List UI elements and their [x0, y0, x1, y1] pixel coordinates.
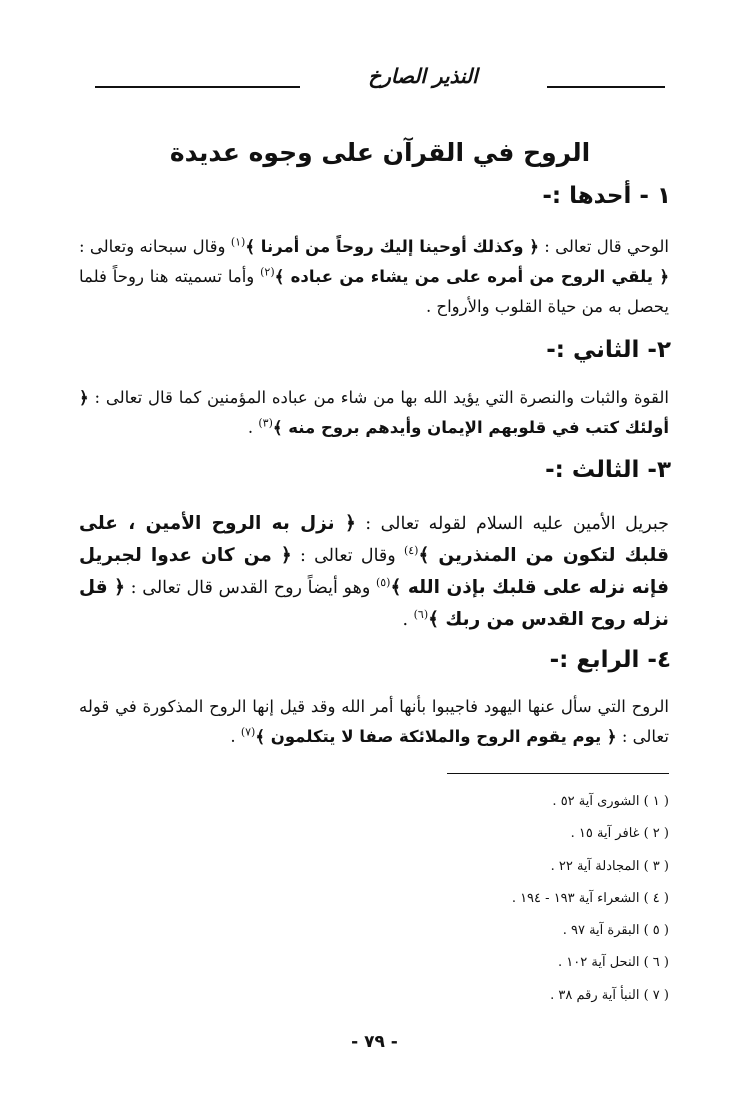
body-text: القوة والثبات والنصرة التي يؤيد الله بها من شاء من عباده المؤمنين كما قال تعالى :: [88, 388, 669, 407]
running-header-title: النذير الصارخ: [368, 64, 478, 88]
body-text: وقال سبحانه وتعالى :: [79, 237, 231, 256]
quran-verse: ﴿ من كان عدوا لجبريل فإنه نزله على قلبك بإذن الله ﴾: [79, 545, 669, 598]
body-text: .: [230, 727, 241, 746]
footnote-3: ( ٣ ) المجادلة آية ٢٢ .: [550, 858, 669, 874]
footnote-marker: (٣): [258, 416, 273, 430]
body-text: وأما تسميته هنا روحاً فلما يحصل به من حياة القلوب والأرواح .: [79, 267, 669, 316]
quran-verse: ﴿ يوم يقوم الروح والملائكة صفا لا يتكلمون ﴾: [255, 727, 617, 746]
running-header: [95, 58, 665, 98]
section-heading-1: ١ - أحدها :-: [542, 183, 671, 209]
body-text: جبريل الأمين عليه السلام لقوله تعالى :: [355, 514, 669, 534]
body-text: وقال تعالى :: [291, 546, 404, 566]
section-body-4: [79, 692, 669, 752]
body-text: .: [247, 418, 259, 437]
body-text: .: [402, 610, 414, 630]
quran-verse: ﴿ أولئك كتب في قلوبهم الإيمان وأيدهم بروح منه ﴾: [79, 388, 669, 437]
section-body-2: [79, 383, 669, 443]
footnote-6: ( ٦ ) النحل آية ١٠٢ .: [558, 955, 669, 971]
quran-verse: ﴿ وكذلك أوحينا إليك روحاً من أمرنا ﴾: [245, 237, 539, 256]
footnotes-list: [109, 786, 669, 1012]
footnote-marker: (٢): [260, 265, 275, 279]
footnote-marker: (١): [230, 235, 246, 249]
footnote-5: ( ٥ ) البقرة آية ٩٧ .: [562, 923, 669, 939]
footnote-7: ( ٧ ) النبأ آية رقم ٣٨ .: [550, 987, 669, 1003]
footnote-2: ( ٢ ) غافر آية ١٥ .: [570, 826, 669, 842]
page-number: - ٧٩ -: [351, 1032, 398, 1052]
quran-verse: ﴿ يلقي الروح من أمره على من يشاء من عباده ﴾: [274, 267, 669, 286]
body-text: الروح التي سأل عنها اليهود فاجيبوا بأنها أمر الله وقد قيل إنها الروح المذكورة في قوله تعالى :: [79, 697, 669, 746]
section-heading-4: ٤- الرابع :-: [549, 647, 671, 673]
footnote-marker: (٤): [403, 544, 419, 558]
body-text: وهو أيضاً روح القدس قال تعالى :: [125, 578, 376, 598]
header-rule-left: [95, 86, 300, 88]
page-title: الروح في القرآن على وجوه عديدة: [169, 138, 591, 167]
body-text: الوحي قال تعالى :: [538, 237, 670, 256]
footnote-marker: (٦): [413, 608, 429, 622]
footnote-1: ( ١ ) الشورى آية ٥٢ .: [552, 794, 669, 809]
section-heading-2: ٢- الثاني :-: [546, 337, 671, 363]
quran-verse: ﴿ نزل به الروح الأمين ، على قلبك لتكون من المنذرين ﴾: [79, 513, 670, 566]
header-rule-right: [547, 86, 665, 88]
section-body-3: [79, 508, 669, 636]
footnote-marker: (٧): [240, 725, 256, 739]
quran-verse: ﴿ قل نزله روح القدس من ربك ﴾: [79, 577, 669, 630]
section-body-1: [79, 232, 669, 322]
footnote-separator: [447, 773, 669, 774]
section-heading-3: ٣- الثالث :-: [545, 457, 671, 483]
footnote-marker: (٥): [375, 576, 391, 590]
footnote-4: ( ٤ ) الشعراء آية ١٩٣ - ١٩٤ .: [511, 890, 669, 906]
